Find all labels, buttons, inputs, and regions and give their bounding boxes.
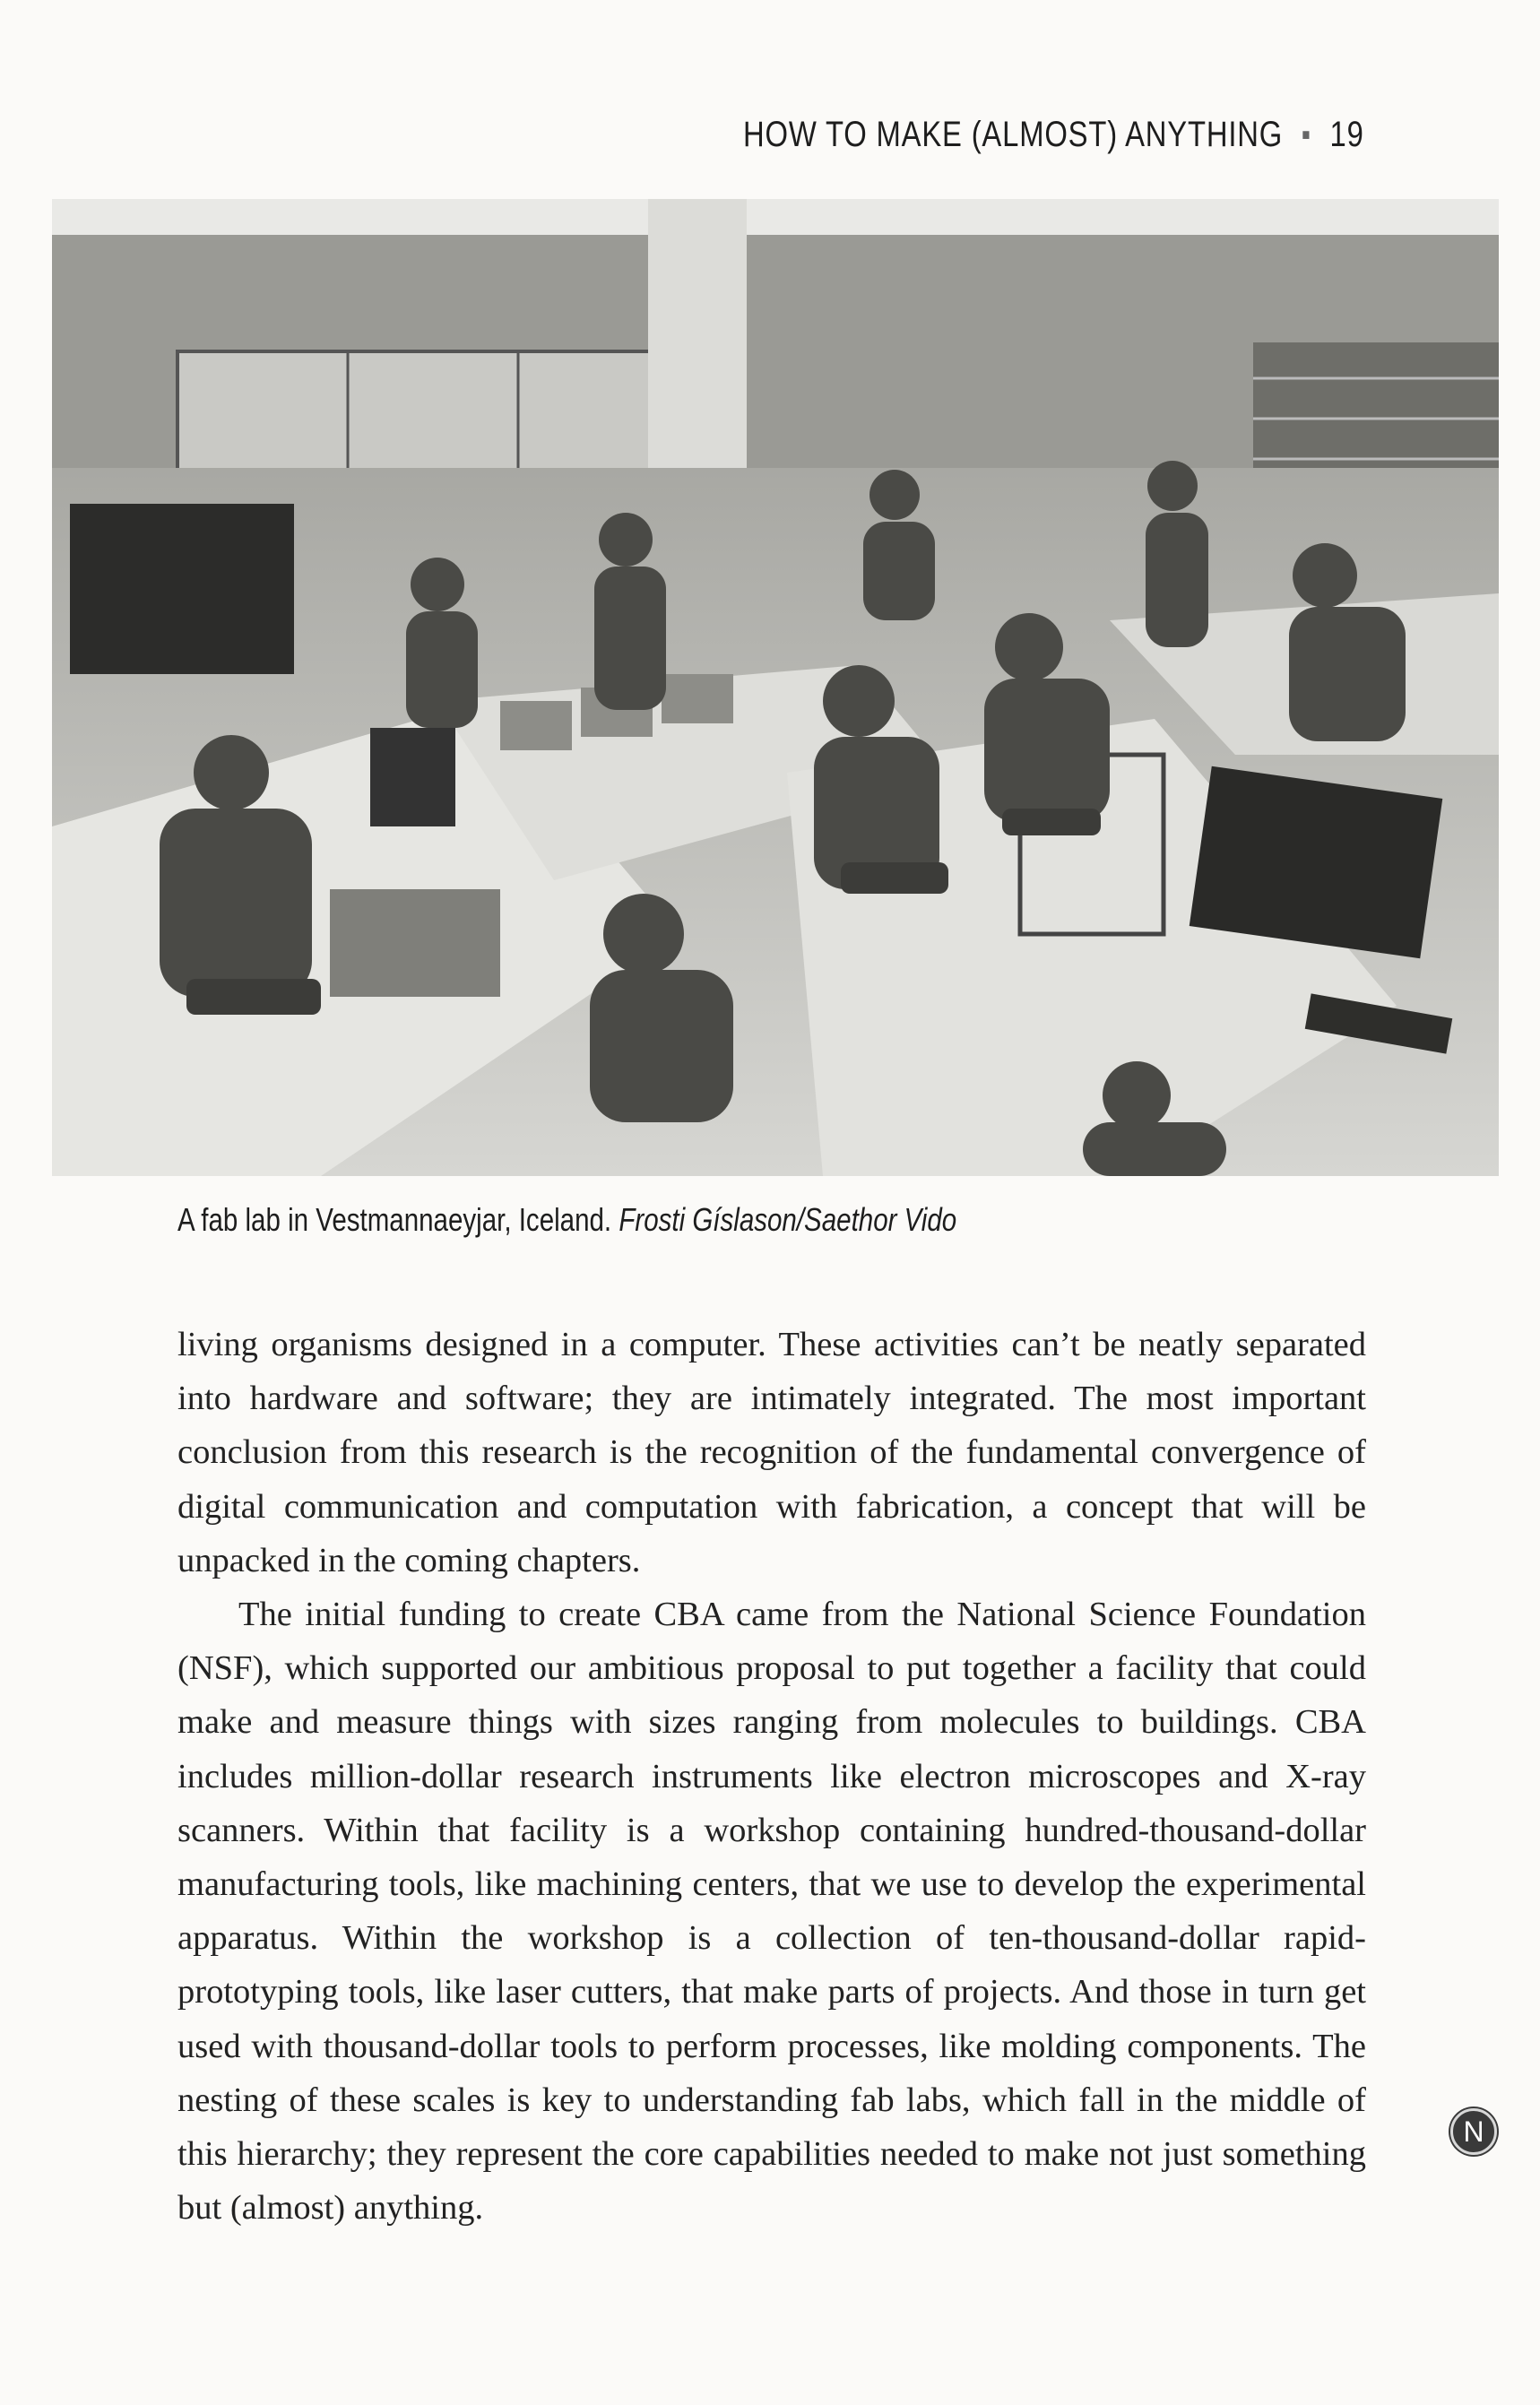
margin-badge-n-icon: N [1450, 2108, 1497, 2155]
paragraph: living organisms designed in a computer. These activities can’t be neatly separated into hardware and software; they are intimately integrated. The most important conclusion from this research is the recognition of the fundamental convergence of digital communication and computation with fabrication, a concept that will be unpacked in the coming chapters. [177, 1326, 1366, 1579]
fab-lab-photo [52, 199, 1499, 1176]
figure-caption [177, 1201, 956, 1239]
fab-lab-photo-illustration [52, 199, 1499, 1176]
body-text [177, 1318, 1366, 2235]
page-number: 19 [1329, 115, 1364, 154]
caption-text: A fab lab in Vestmannaeyjar, Iceland. [177, 1201, 612, 1238]
running-head-title: HOW TO MAKE (ALMOST) ANYTHING [743, 115, 1284, 154]
running-head [743, 115, 1364, 155]
paragraph: The initial funding to create CBA came from the National Science Foundation (NSF), which supported our ambitious proposal to put together a facility that could make and measure things with sizes ranging from molecules to buildings. CBA includes million-dollar research instruments like electron microscopes and X-ray scanners. Within that facility is a workshop containing hundred-thousand-dollar manufacturing tools, like machining centers, that we use to develop the experimental apparatus. Within the workshop is a collection of ten-thousand-dollar rapid-prototyping tools, like laser cutters, that make parts of projects. And those in turn get used with thousand-dollar tools to perform processes, like molding components. The nesting of these scales is key to understanding fab labs, which fall in the middle of this hierarchy; they represent the core capabilities needed to make not just something but (almost) anything. [177, 1596, 1366, 2228]
caption-credit: Frosti Gíslason/Saethor Vido [619, 1201, 957, 1238]
running-head-separator: ■ [1302, 125, 1311, 143]
